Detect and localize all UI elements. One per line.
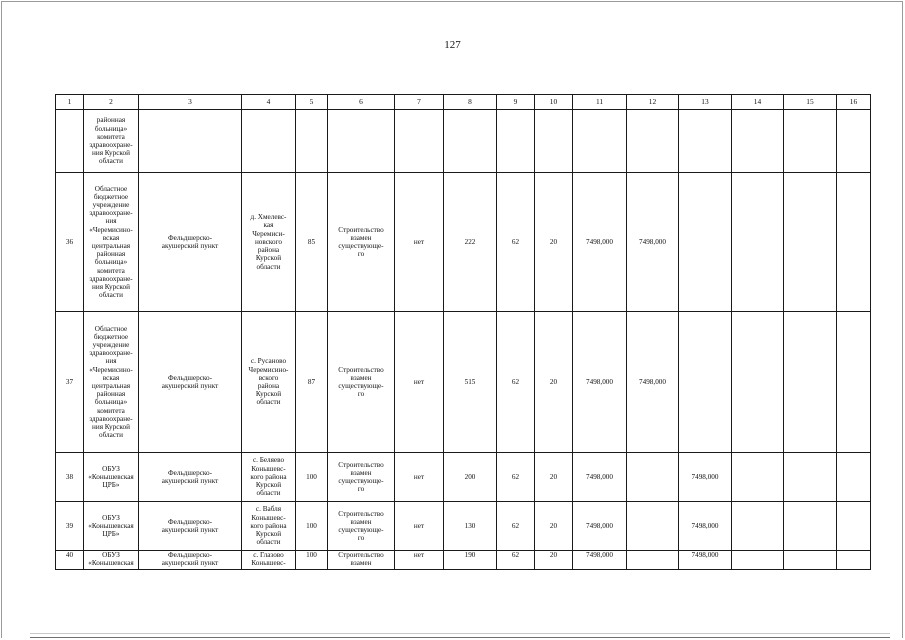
table-cell-col-4: д. Хмелевс- кая Черемиси- новского района Курской области xyxy=(242,173,296,312)
table-cell-col-6: Строительство взамен существующе- го xyxy=(328,453,395,502)
table-cell-col-1: 38 xyxy=(56,453,84,502)
table-cell-col-6 xyxy=(328,110,395,173)
table-cell-col-3: Фельдшерско- акушерский пункт xyxy=(139,453,242,502)
table-cell-col-3: Фельдшерско- акушерский пункт xyxy=(139,551,242,570)
table-cell-col-5: 100 xyxy=(296,502,328,551)
table-cell-col-14 xyxy=(732,312,784,453)
table-cell-col-7: нет xyxy=(395,173,444,312)
column-header-14: 14 xyxy=(732,95,784,110)
table-cell-col-5: 100 xyxy=(296,551,328,570)
table-cell-col-1: 40 xyxy=(56,551,84,570)
table-row xyxy=(56,173,871,312)
table-cell-col-8: 190 xyxy=(444,551,497,570)
column-header-12: 12 xyxy=(627,95,679,110)
column-header-13: 13 xyxy=(679,95,732,110)
column-header-8: 8 xyxy=(444,95,497,110)
table-cell-col-5 xyxy=(296,110,328,173)
column-header-5: 5 xyxy=(296,95,328,110)
table-cell-col-8: 515 xyxy=(444,312,497,453)
table-cell-col-12 xyxy=(627,453,679,502)
table-cell-col-16 xyxy=(837,551,871,570)
table-cell-col-13 xyxy=(679,173,732,312)
table-cell-col-16 xyxy=(837,502,871,551)
table-header-row xyxy=(56,95,871,110)
table-cell-col-2: Областное бюджетное учреждение здравоохране- ния «Черемисино- вская центральная районная больница» комитета здравоохране- ния Курской области xyxy=(84,173,139,312)
table-row xyxy=(56,110,871,173)
table-cell-col-16 xyxy=(837,312,871,453)
table-cell-col-14 xyxy=(732,110,784,173)
table-cell-col-7: нет xyxy=(395,312,444,453)
table-cell-col-9: 62 xyxy=(497,312,535,453)
table-cell-col-5: 100 xyxy=(296,453,328,502)
table-cell-col-3: Фельдшерско- акушерский пункт xyxy=(139,502,242,551)
table-cell-col-12: 7498,000 xyxy=(627,312,679,453)
table-cell-col-7: нет xyxy=(395,502,444,551)
table-cell-col-3: Фельдшерско- акушерский пункт xyxy=(139,173,242,312)
table-cell-col-15 xyxy=(784,502,837,551)
table-cell-col-7: нет xyxy=(395,551,444,570)
table-cell-col-12: 7498,000 xyxy=(627,173,679,312)
column-header-11: 11 xyxy=(573,95,627,110)
table-cell-col-16 xyxy=(837,110,871,173)
table-cell-col-13 xyxy=(679,110,732,173)
table-row xyxy=(56,312,871,453)
table-cell-col-3 xyxy=(139,110,242,173)
table-cell-col-8: 222 xyxy=(444,173,497,312)
table-cell-col-9: 62 xyxy=(497,173,535,312)
table-cell-col-6: Строительство взамен существующе- го xyxy=(328,502,395,551)
table-cell-col-11 xyxy=(573,110,627,173)
table-cell-col-2: районная больница» комитета здравоохране- ния Курской области xyxy=(84,110,139,173)
table-cell-col-1: 36 xyxy=(56,173,84,312)
column-header-15: 15 xyxy=(784,95,837,110)
table-cell-col-13 xyxy=(679,312,732,453)
table-cell-col-16 xyxy=(837,453,871,502)
table-cell-col-15 xyxy=(784,110,837,173)
table-cell-col-4: с. Глазово Конышевс- xyxy=(242,551,296,570)
table-cell-col-9: 62 xyxy=(497,453,535,502)
table-cell-col-10 xyxy=(535,110,573,173)
column-header-9: 9 xyxy=(497,95,535,110)
table-cell-col-4: с. Русаново Черемисино- вского района Курской области xyxy=(242,312,296,453)
table-cell-col-12 xyxy=(627,551,679,570)
table-cell-col-14 xyxy=(732,551,784,570)
page-number: 127 xyxy=(444,39,461,51)
table-cell-col-11: 7498,000 xyxy=(573,502,627,551)
column-header-2: 2 xyxy=(84,95,139,110)
table-cell-col-8: 130 xyxy=(444,502,497,551)
table-cell-col-15 xyxy=(784,453,837,502)
table-cell-col-7 xyxy=(395,110,444,173)
column-header-4: 4 xyxy=(242,95,296,110)
table-cell-col-1 xyxy=(56,110,84,173)
table-cell-col-6: Строительство взамен существующе- го xyxy=(328,173,395,312)
column-header-6: 6 xyxy=(328,95,395,110)
table-row xyxy=(56,502,871,551)
table-cell-col-11: 7498,000 xyxy=(573,312,627,453)
table-cell-col-2: ОБУЗ «Конышевская xyxy=(84,551,139,570)
table-cell-col-2: ОБУЗ «Конышевская ЦРБ» xyxy=(84,453,139,502)
table-cell-col-13: 7498,000 xyxy=(679,502,732,551)
table-cell-col-16 xyxy=(837,173,871,312)
column-header-1: 1 xyxy=(56,95,84,110)
table-cell-col-6: Строительство взамен xyxy=(328,551,395,570)
table-cell-col-13: 7498,000 xyxy=(679,453,732,502)
table-cell-col-8 xyxy=(444,110,497,173)
table-cell-col-3: Фельдшерско- акушерский пункт xyxy=(139,312,242,453)
footer-divider xyxy=(30,637,890,638)
table-cell-col-2: Областное бюджетное учреждение здравоохране- ния «Черемисино- вская центральная районная больница» комитета здравоохране- ния Курской области xyxy=(84,312,139,453)
table-cell-col-5: 87 xyxy=(296,312,328,453)
table-cell-col-1: 37 xyxy=(56,312,84,453)
table-cell-col-2: ОБУЗ «Конышевская ЦРБ» xyxy=(84,502,139,551)
table-cell-col-10: 20 xyxy=(535,551,573,570)
column-header-3: 3 xyxy=(139,95,242,110)
table-cell-col-10: 20 xyxy=(535,173,573,312)
table-cell-col-5: 85 xyxy=(296,173,328,312)
table-cell-col-4: с. Беляево Конышевс- кого района Курской области xyxy=(242,453,296,502)
table-cell-col-12 xyxy=(627,110,679,173)
table-cell-col-7: нет xyxy=(395,453,444,502)
table-cell-col-4: с. Вабля Конышевс- кого района Курской области xyxy=(242,502,296,551)
table-cell-col-14 xyxy=(732,502,784,551)
table-cell-col-10: 20 xyxy=(535,453,573,502)
footer-divider-light xyxy=(30,633,890,634)
table-cell-col-15 xyxy=(784,173,837,312)
table-row xyxy=(56,453,871,502)
table-cell-col-1: 39 xyxy=(56,502,84,551)
table-cell-col-9: 62 xyxy=(497,551,535,570)
table-cell-col-9: 62 xyxy=(497,502,535,551)
table-cell-col-15 xyxy=(784,551,837,570)
data-table xyxy=(55,94,871,570)
table-cell-col-12 xyxy=(627,502,679,551)
table-cell-col-13: 7498,000 xyxy=(679,551,732,570)
table-cell-col-15 xyxy=(784,312,837,453)
table-row xyxy=(56,551,871,570)
column-header-7: 7 xyxy=(395,95,444,110)
table-cell-col-4 xyxy=(242,110,296,173)
table-cell-col-11: 7498,000 xyxy=(573,453,627,502)
column-header-16: 16 xyxy=(837,95,871,110)
table-cell-col-11: 7498,000 xyxy=(573,173,627,312)
table-cell-col-8: 200 xyxy=(444,453,497,502)
table-cell-col-14 xyxy=(732,453,784,502)
table-cell-col-10: 20 xyxy=(535,312,573,453)
table-cell-col-10: 20 xyxy=(535,502,573,551)
table-cell-col-9 xyxy=(497,110,535,173)
column-header-10: 10 xyxy=(535,95,573,110)
table-cell-col-6: Строительство взамен существующе- го xyxy=(328,312,395,453)
table-cell-col-11: 7498,000 xyxy=(573,551,627,570)
table-cell-col-14 xyxy=(732,173,784,312)
